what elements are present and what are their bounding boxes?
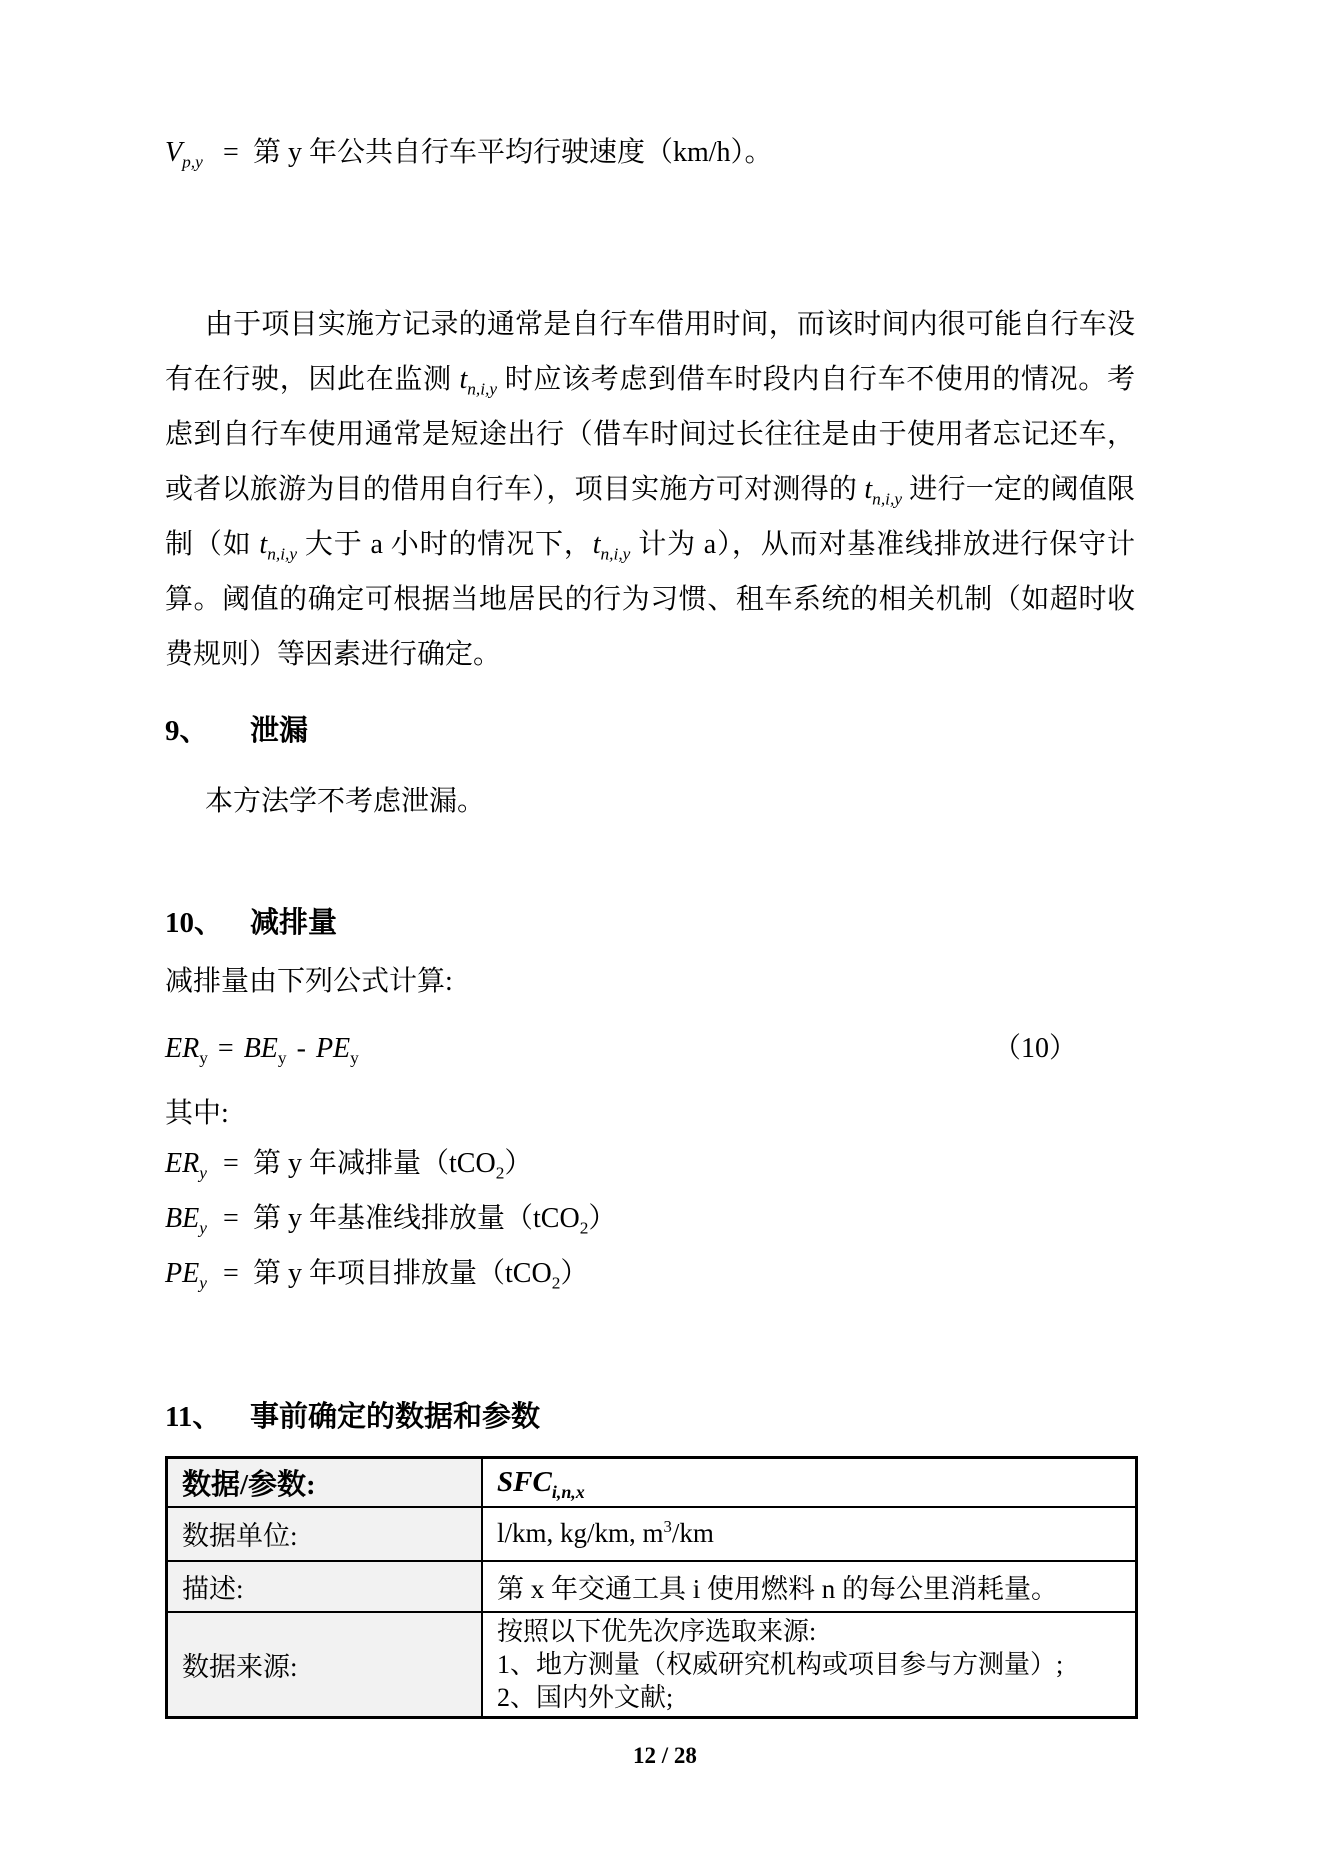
table-row-source [167,1612,1137,1718]
variable-tniy: $t_{n,i,y}$ [459,364,498,399]
variable-pey: $PE_y$ [165,1258,207,1293]
variable-definitions [165,1136,1135,1301]
section-10-heading [165,902,1135,944]
paragraph-text: 时应该考虑到借车时段内自行车不使用的情况。考虑到自行车使用通常是短途出行（借车时间过长往往是由于使用者忘记还车，或者以旅游为目的借用自行车），项目实施方可对测得的 [165,364,1135,505]
section-10-title: 减排量 [250,907,338,939]
definition-bey [165,1191,1135,1246]
formula-10 [165,1028,1135,1070]
equals-sign: = [223,1258,239,1289]
variable-description: 第 y 年公共自行车平均行驶速度（km/h）。 [253,137,773,168]
definition-pey [165,1246,1135,1301]
where-label: 其中: [165,1098,229,1129]
definition-ery [165,1136,1135,1191]
formula-expression: $ER_y = BE_y - PE_y$ [165,1033,359,1068]
variable-bey: $BE_y$ [165,1203,207,1238]
variable-tniy: $t_{n,i,y}$ [259,529,298,564]
formula-intro: 减排量由下列公式计算: [165,966,453,997]
cell-param-value: $SFC_{i,n,x}$ [482,1458,1137,1507]
variable-ery: $ER_y$ [165,1148,207,1183]
definition-text: 第 y 年项目排放量（tCO$_2$） [253,1258,589,1293]
equals-sign: = [223,137,239,168]
cell-desc-label: 描述: [167,1561,483,1612]
section-11-number: 11、 [165,1401,222,1433]
paragraph-monitoring-note [165,297,1135,682]
source-line: 2、国内外文献; [497,1682,674,1712]
source-line: 1、地方测量（权威研究机构或项目参与方测量）; [497,1649,1064,1679]
section-9-number: 9、 [165,715,209,747]
definition-text: 第 y 年减排量（tCO$_2$） [253,1148,533,1183]
section-9-heading [165,710,1135,752]
variable-tniy: $t_{n,i,y}$ [592,529,631,564]
variable-vpy: $V_{p,y}$ [165,137,203,172]
variable-definition-vpy [165,133,1135,173]
definition-text: 第 y 年基准线排放量（tCO$_2$） [253,1203,617,1238]
equation-number: （10） [992,1033,1077,1064]
equals-sign: = [223,1203,239,1234]
table-row-unit [167,1507,1137,1561]
paragraph-text: 计为 a），从而对基准线排放进行保守计算。阈值的确定可根据当地居民的行为习惯、租车系统的相关机制（如超时收费规则）等因素进行确定。 [165,529,1135,670]
table-row-description [167,1561,1137,1612]
section-11-heading [165,1396,1135,1438]
section-11-title: 事前确定的数据和参数 [250,1401,541,1433]
page-number: 12 / 28 [633,1742,697,1768]
cell-desc-value: 第 x 年交通工具 i 使用燃料 n 的每公里消耗量。 [482,1561,1137,1612]
cell-unit-label: 数据单位: [167,1507,483,1561]
paragraph-text: 大于 a 小时的情况下， [297,529,593,560]
paragraph-text: 由于项目实施方记录的通常是自行车借用时间，而该时间内很可能自行车没有在行驶，因此在监测 [165,309,1135,395]
section-9-title: 泄漏 [250,715,309,747]
paragraph-text: 进行一定的阈值限制（如 [165,474,1135,560]
cell-unit-value: l/km, kg/km, $m^3/km$ [482,1507,1137,1561]
source-line: 按照以下优先次序选取来源: [497,1616,817,1646]
cell-source-label: 数据来源: [167,1612,483,1718]
cell-param-label: 数据/参数: [167,1458,483,1507]
section-10-number: 10、 [165,907,224,939]
parameters-table [165,1456,1138,1719]
section-9-body: 本方法学不考虑泄漏。 [205,786,486,817]
variable-tniy: $t_{n,i,y}$ [864,474,903,509]
table-row-parameter [167,1458,1137,1507]
cell-source-value [482,1612,1137,1718]
equals-sign: = [223,1148,239,1179]
